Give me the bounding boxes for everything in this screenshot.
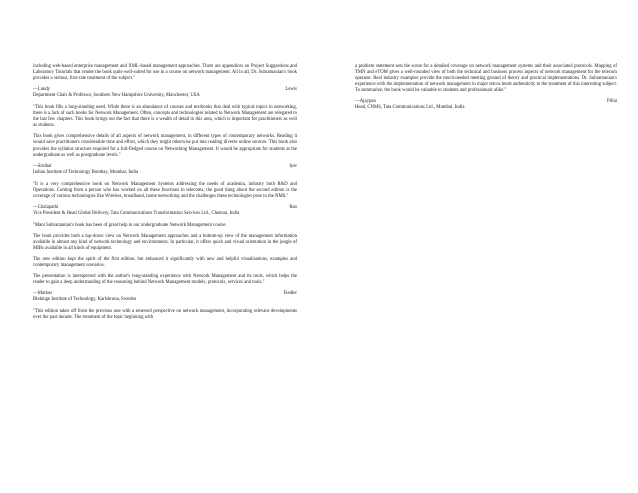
reviewer-name: —Sridhar — [33, 163, 52, 169]
review-paragraph: "This book fills a long-standing need. While there is an abundance of courses and textbooks that deal with typical topics in networking, there is a lack of such books for Network Management. Often, concepts and technologies related to Network Management are relegated to the last few chapters. This book brings out the fact that there is a wealth of detail in this area, which is important for practitioners as well as students. — [33, 105, 297, 129]
reviewer-affiliation: Head, CNMS, Tata Communications Ltd., Mumbai, India — [355, 105, 465, 111]
reviewer-surname: Pillai — [606, 99, 617, 105]
review-paragraph: "It is a very comprehensive book on Network Management Systems addressing the needs of academia, industry both R&D and Operations. Coming from a person who has worked on all these functions in telecoms, the good thing about the second edition is the coverage of various technologies like Wireless, broadband, home networking and the challenges these technologies pose to the NMS." — [33, 181, 297, 199]
reviewer-name: —Markus — [33, 291, 53, 297]
review-paragraph: The book provides both a top-down view on Network Management approaches and a bottom-up view of the management information available in almost any kind of network technology and environments. In particular, it offers quick and visual orientation in the jungle of MIBs available in all kinds of equipment. — [33, 233, 297, 252]
right-page — [355, 64, 617, 117]
reviewer-affiliation: Blekinge Institute of Technology, Karlskrona, Sweden — [33, 297, 137, 303]
reviewer-attribution — [33, 164, 297, 176]
review-paragraph: The new edition kept the spirit of the first edition, but enhanced it significantly with new and helpful visualisations, examples and contemporary management scenarios. — [33, 257, 297, 269]
reviewer-name: —Ajaypan — [355, 99, 376, 105]
review-paragraph: "This edition takes off from the previous one with a renewed perspective on network management, incorporating relevant developments over the past decade. The treatment of the topic beginning with — [33, 309, 297, 321]
reviewer-affiliation: Department Chair & Professor, Southern New Hampshire University, Manchester, USA — [33, 93, 200, 99]
review-paragraph: including web-based enterprise management and XML-based management approaches. There are appendices on Project Suggestions and Laboratory Tutorials that render the book quite well-suited for use in a course on network management. All in all, Dr. Subramanian's book provides a serious, first-rate treatment of the subject." — [33, 64, 297, 82]
reviewer-attribution — [33, 87, 297, 99]
reviewer-surname: Rao — [289, 204, 297, 210]
review-paragraph: "Mani Subramanian's book has been of great help in our undergraduate Network Management course. — [33, 222, 227, 228]
reviewer-surname: Fiedler — [283, 291, 297, 297]
left-page — [33, 64, 297, 327]
reviewer-affiliation: Vice President & Head Global Delivery, Tata Communications Transformation Services Ltd., Chennai, India — [33, 210, 240, 216]
reviewer-surname: Lewis — [285, 87, 297, 93]
reviewer-name: —Lundy — [33, 87, 51, 93]
reviewer-surname: Iyer — [289, 163, 297, 169]
review-paragraph: a problem statement sets the scene for a detailed coverage on network management systems and their associated protocols. Mapping of TMN and eTOM gives a well-rounded view of both the technical and business process aspects of network management for the telecom operator. Real industry examples provide the much-needed meeting ground of theory and practical implementations. Dr. Subramanian's experience with the implementation of network management in major telcos lends authenticity to the treatment of this interesting subject. To summarize, the book would be valuable to students and professionals alike." — [355, 64, 617, 94]
reviewer-attribution — [355, 99, 617, 111]
reviewer-attribution — [33, 205, 297, 217]
review-paragraph: This book gives comprehensive details of all aspects of network management, in different types of contemporary networks. Reading it would save practitioners considerable time and effort, which they might otherwise put into reading diverse online sources. This book also provides the syllabus structure required for a full-fledged course on Networking Management. It would be appropriate for students at the undergraduate as well as postgraduate levels." — [33, 134, 297, 158]
review-paragraph: The presentation is interspersed with the author's long-standing experience with Network Management and its tools, which helps the reader to gain a deep understanding of the reasoning behind Network Management models, protocols, services and tools." — [33, 274, 297, 286]
reviewer-attribution — [33, 291, 297, 303]
reviewer-name: —Chalapathi — [33, 204, 59, 210]
reviewer-affiliation: Indian Institute of Technology Bombay, Mumbai, India — [33, 169, 139, 175]
